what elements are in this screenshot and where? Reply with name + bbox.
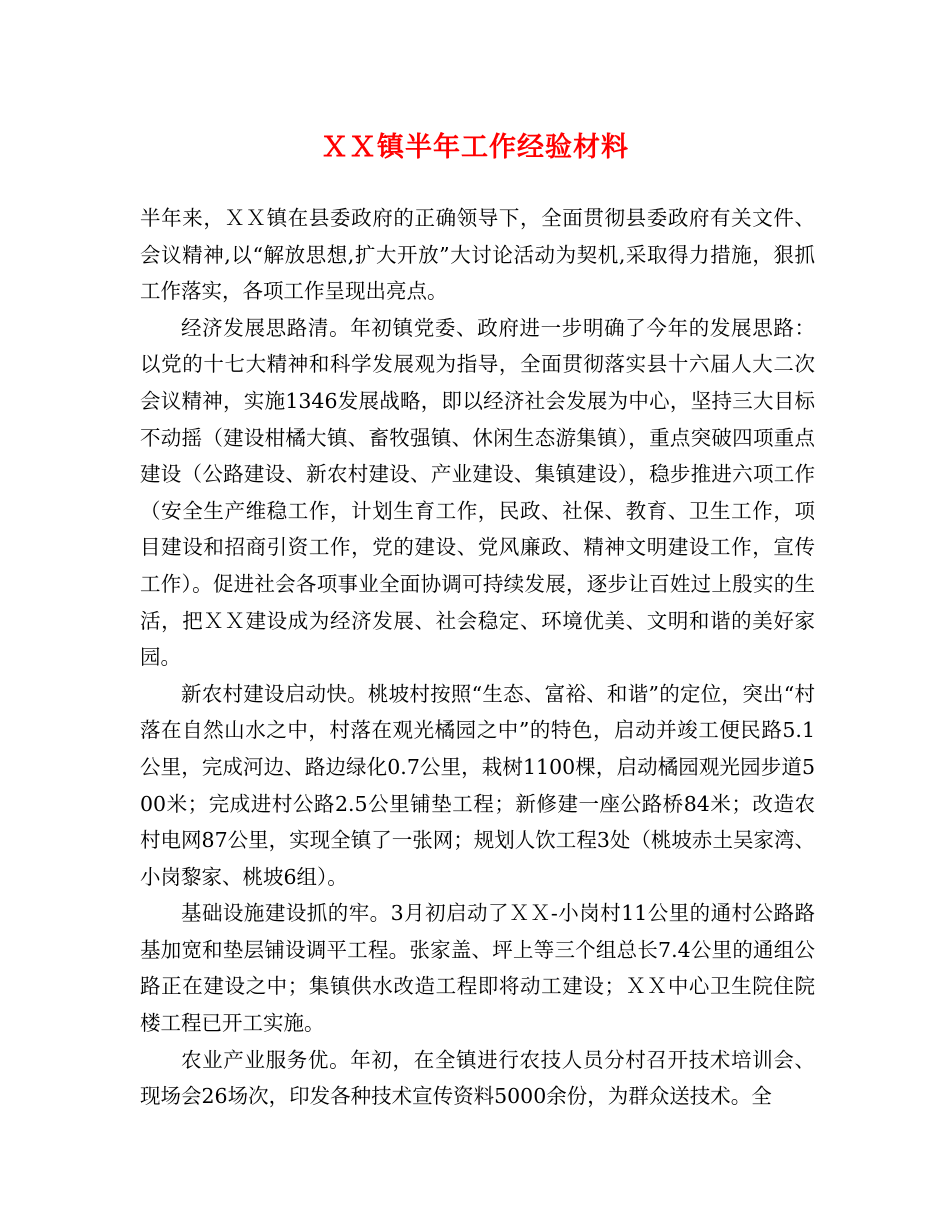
paragraph-new-countryside: 新农村建设启动快。桃坡村按照“生态、富裕、和谐”的定位，突出“村落在自然山水之中，村落在观光橘园之中”的特色，启动并竣工便民路5.1公里，完成河边、路边绿化0.7公里，栽树1100棵，启动橘园观光园步道500米；完成进村公路2.5公里铺垫工程；新修建一座公路桥84米；改造农村电网87公里，实现全镇了一张网；规划人饮工程3处（桃坡赤土吴家湾、小岗黎家、桃坡6组）。 (140, 681, 815, 889)
paragraph-intro: 半年来，ＸＸ镇在县委政府的正确领导下，全面贯彻县委政府有关文件、会议精神,以“解放思想,扩大开放”大讨论活动为契机,采取得力措施，狠抓工作落实，各项工作呈现出亮点。 (140, 206, 815, 304)
document-title: ＸＸ镇半年工作经验材料 (321, 132, 629, 163)
paragraph-agriculture-service: 农业产业服务优。年初，在全镇进行农技人员分村召开技术培训会、现场会26场次，印发各种技术宣传资料5000余份，为群众送技术。全 (140, 1047, 815, 1109)
paragraph-infrastructure: 基础设施建设抓的牢。3月初启动了ＸＸ-小岗村11公里的通村公路路基加宽和垫层铺设调平工程。张家盖、坪上等三个组总长7.4公里的通组公路正在建设之中；集镇供水改造工程即将动工建设；ＸＸ中心卫生院住院楼工程已开工实施。 (140, 901, 815, 1036)
paragraph-economic-development: 经济发展思路清。年初镇党委、政府进一步明确了今年的发展思路：以党的十七大精神和科学发展观为指导，全面贯彻落实县十六届人大二次会议精神，实施1346发展战略，即以经济社会发展为中心，坚持三大目标不动摇（建设柑橘大镇、畜牧强镇、休闲生态游集镇），重点突破四项重点建设（公路建设、新农村建设、产业建设、集镇建设），稳步推进六项工作（安全生产维稳工作，计划生育工作，民政、社保、教育、卫生工作，项目建设和招商引资工作，党的建设、党风廉政、精神文明建设工作，宣传工作）。促进社会各项事业全面协调可持续发展，逐步让百姓过上殷实的生活，把ＸＸ建设成为经济发展、社会稳定、环境优美、文明和谐的美好家园。 (140, 315, 815, 670)
document-body (140, 200, 815, 1115)
